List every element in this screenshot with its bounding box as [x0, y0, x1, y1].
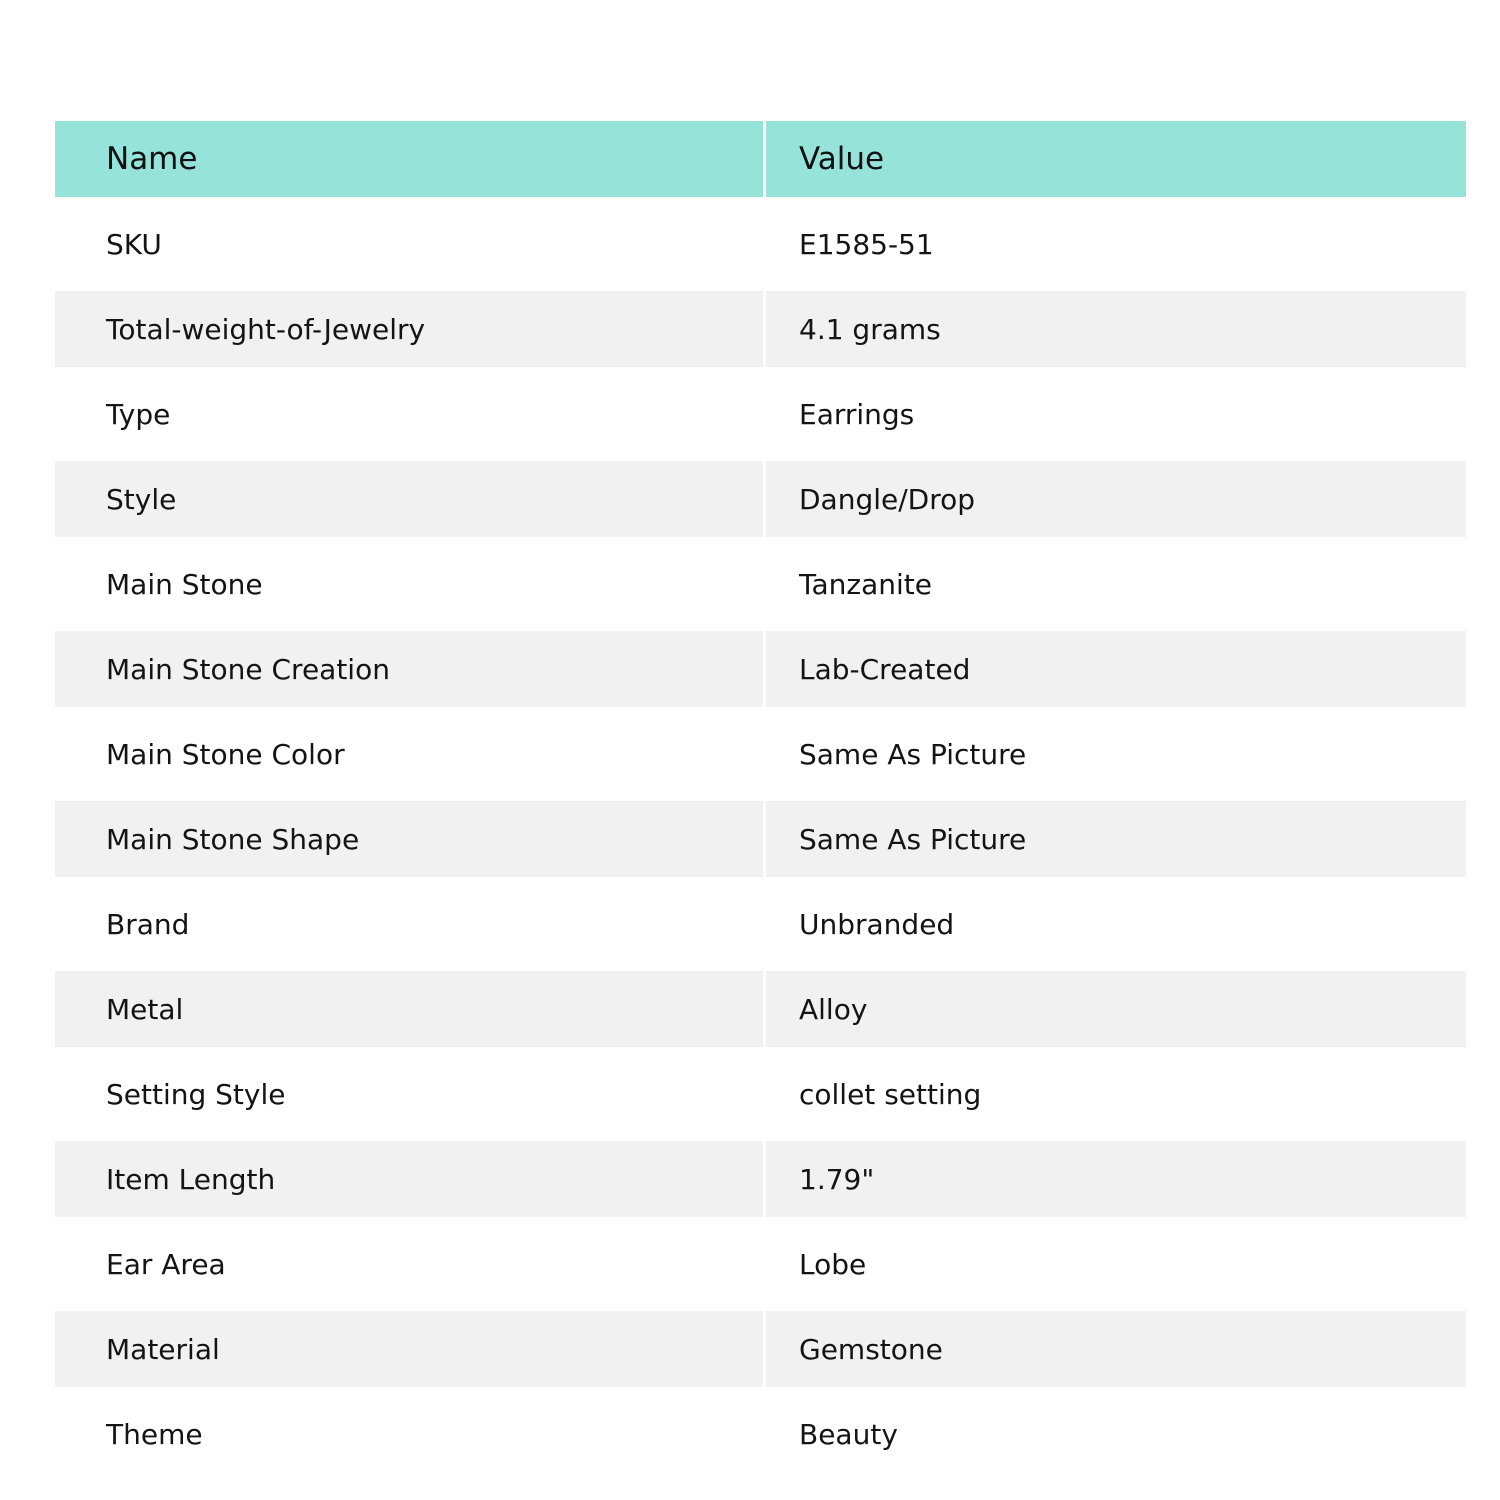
- row-name: Setting Style: [55, 1047, 766, 1141]
- row-value: Tanzanite: [766, 537, 1466, 631]
- row-value: E1585-51: [766, 197, 1466, 291]
- row-name: Main Stone Creation: [55, 631, 766, 707]
- table-row: [55, 1387, 1466, 1481]
- row-name: Item Length: [55, 1141, 766, 1217]
- row-value: Lab-Created: [766, 631, 1466, 707]
- table-row: [55, 291, 1466, 367]
- row-value: Earrings: [766, 367, 1466, 461]
- row-name: Main Stone Color: [55, 707, 766, 801]
- row-name: Main Stone Shape: [55, 801, 766, 877]
- table-row: [55, 461, 1466, 537]
- table-row: [55, 877, 1466, 971]
- table-row: [55, 1217, 1466, 1311]
- row-name: Main Stone: [55, 537, 766, 631]
- row-name: Ear Area: [55, 1217, 766, 1311]
- row-value: Same As Picture: [766, 707, 1466, 801]
- row-value: Gemstone: [766, 1311, 1466, 1387]
- row-name: SKU: [55, 197, 766, 291]
- table-row: [55, 537, 1466, 631]
- row-value: collet setting: [766, 1047, 1466, 1141]
- table-row: [55, 631, 1466, 707]
- row-value: Beauty: [766, 1387, 1466, 1481]
- row-name: Metal: [55, 971, 766, 1047]
- row-name: Theme: [55, 1387, 766, 1481]
- spec-table: [55, 121, 1466, 1481]
- row-value: Same As Picture: [766, 801, 1466, 877]
- table-header: [55, 121, 1466, 197]
- table-body: [55, 197, 1466, 1481]
- header-name: Name: [55, 121, 766, 197]
- row-name: Material: [55, 1311, 766, 1387]
- row-value: Unbranded: [766, 877, 1466, 971]
- row-value: Dangle/Drop: [766, 461, 1466, 537]
- row-name: Total-weight-of-Jewelry: [55, 291, 766, 367]
- table-row: [55, 1311, 1466, 1387]
- row-value: 1.79": [766, 1141, 1466, 1217]
- table-row: [55, 1141, 1466, 1217]
- row-value: Lobe: [766, 1217, 1466, 1311]
- header-value: Value: [766, 121, 1466, 197]
- table-row: [55, 801, 1466, 877]
- row-value: Alloy: [766, 971, 1466, 1047]
- row-name: Brand: [55, 877, 766, 971]
- table-row: [55, 367, 1466, 461]
- table-row: [55, 197, 1466, 291]
- header-row: [55, 121, 1466, 197]
- table-row: [55, 971, 1466, 1047]
- row-name: Type: [55, 367, 766, 461]
- row-name: Style: [55, 461, 766, 537]
- row-value: 4.1 grams: [766, 291, 1466, 367]
- table-row: [55, 707, 1466, 801]
- table-row: [55, 1047, 1466, 1141]
